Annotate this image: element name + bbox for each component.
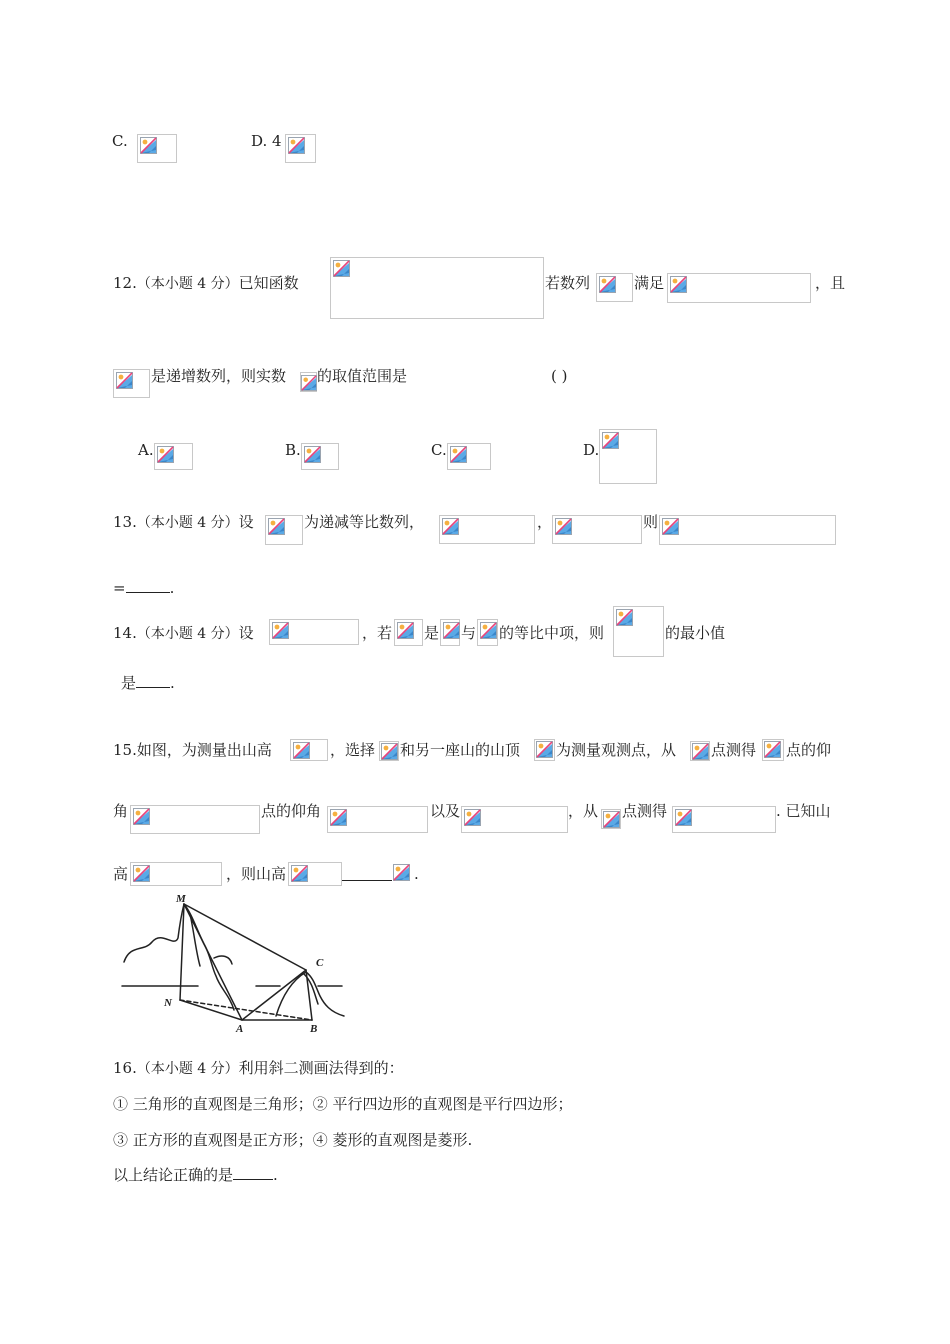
q12-answer-paren: ( ) — [551, 367, 568, 385]
q15-angle-image — [461, 806, 568, 833]
line-ma — [184, 904, 242, 1020]
broken-image-icon — [602, 432, 619, 449]
q13-text: 则 — [643, 513, 659, 531]
q15-height-image — [288, 862, 342, 886]
q15-text: . — [414, 865, 419, 883]
q15-text: 点测得 — [711, 741, 757, 759]
q14-expression-image — [613, 606, 664, 657]
mountain-detail — [190, 914, 200, 966]
q12-text: ，且 — [815, 274, 846, 292]
q14-text: ，若 — [362, 624, 393, 642]
q16-statement-line: ① 三角形的直观图是三角形；② 平行四边形的直观图是平行四边形； — [113, 1095, 573, 1113]
q13-expression-image — [659, 515, 836, 545]
q12-condition-image — [667, 273, 811, 303]
mountain-figure — [118, 892, 352, 1038]
broken-image-icon — [140, 137, 157, 154]
q12-function-image — [330, 257, 544, 319]
q13-sequence-image — [265, 515, 303, 545]
q15-unit-image — [392, 863, 414, 885]
broken-image-icon — [133, 808, 150, 825]
broken-image-icon — [291, 865, 308, 882]
broken-image-icon — [293, 742, 310, 759]
broken-image-icon — [599, 276, 616, 293]
q15-text: 和另一座山的山顶 — [400, 741, 521, 759]
broken-image-icon — [670, 276, 687, 293]
q14-text: 与 — [461, 624, 477, 642]
q12-option-a-image — [154, 443, 193, 470]
broken-image-icon — [536, 741, 553, 758]
q13-heading: 13.（本小题 4 分）设 — [113, 513, 254, 531]
q12-text: 的取值范围是 — [317, 367, 408, 385]
q15-angle-image — [130, 805, 260, 834]
q12-sequence-image — [596, 273, 633, 302]
q15-text: . 已知山 — [776, 802, 831, 820]
q13-condition-image — [439, 515, 535, 544]
q15-text: 点的仰角 — [261, 802, 322, 820]
q15-text: 角 — [113, 802, 129, 820]
q15-point-image — [379, 741, 399, 761]
q15-text: 高 — [113, 865, 129, 883]
q15-heading: 15.如图，为测量出山高 — [113, 741, 272, 759]
broken-image-icon — [288, 137, 305, 154]
broken-image-icon — [330, 809, 347, 826]
line-ac — [242, 970, 306, 1020]
broken-image-icon — [675, 809, 692, 826]
option-c-formula-image — [137, 134, 177, 163]
broken-image-icon — [443, 622, 460, 639]
q15-text: ，从 — [568, 802, 599, 820]
q15-text: 点测得 — [622, 802, 668, 820]
q14-answer-line: 是 . — [121, 674, 175, 692]
broken-image-icon — [397, 622, 414, 639]
broken-image-icon — [603, 811, 620, 828]
broken-image-icon — [381, 743, 398, 760]
q15-height-value-image — [130, 862, 222, 886]
q15-point-image — [534, 739, 555, 761]
q14-variable-image — [477, 619, 498, 646]
line-mc — [184, 904, 306, 970]
label-a: A — [236, 1023, 244, 1035]
q14-variable-image — [440, 619, 460, 646]
q14-condition-image — [269, 619, 359, 645]
broken-image-icon — [333, 260, 350, 277]
q16-heading: 16.（本小题 4 分）利用斜二测画法得到的： — [113, 1059, 404, 1077]
q12-option-d-label: D. — [583, 441, 600, 459]
broken-image-icon — [480, 622, 497, 639]
label-b: B — [310, 1023, 318, 1035]
q16-statement-line: ③ 正方形的直观图是正方形；④ 菱形的直观图是菱形. — [113, 1131, 473, 1149]
q15-angle-image — [327, 806, 428, 833]
q13-answer-line: = . — [113, 579, 175, 597]
q12-variable-image — [300, 372, 317, 392]
q12-option-c-label: C. — [431, 441, 447, 459]
q15-point-image — [762, 739, 784, 761]
answer-blank[interactable] — [126, 578, 170, 593]
q12-option-b-label: B. — [285, 441, 301, 459]
broken-image-icon — [464, 809, 481, 826]
answer-blank[interactable] — [136, 673, 170, 688]
q12-sequence-image — [113, 369, 150, 398]
left-mountain-outline — [124, 904, 184, 962]
broken-image-icon — [133, 865, 150, 882]
broken-image-icon — [268, 518, 285, 535]
q15-height-image — [290, 739, 328, 761]
broken-image-icon — [157, 446, 174, 463]
q14-text: 的最小值 — [665, 624, 726, 642]
q14-heading: 14.（本小题 4 分）设 — [113, 624, 254, 642]
label-m: M — [176, 893, 186, 905]
broken-image-icon — [393, 864, 410, 881]
q16-answer-line: 以上结论正确的是 . — [113, 1166, 278, 1184]
broken-image-icon — [555, 518, 572, 535]
q13-text: ， — [537, 513, 553, 531]
q15-point-image — [690, 741, 710, 761]
q15-text: ，选择 — [330, 741, 376, 759]
q15-text: ，则山高 — [226, 865, 287, 883]
q12-option-d-image — [599, 429, 657, 484]
q12-option-b-image — [301, 443, 339, 470]
q12-text: 是递增数列，则实数 — [151, 367, 287, 385]
q12-heading: 12.（本小题 4 分）已知函数 — [113, 274, 299, 292]
q15-angle-image — [672, 806, 776, 833]
answer-blank[interactable] — [342, 866, 392, 881]
option-d-formula-image — [285, 134, 316, 163]
label-c: C — [316, 957, 324, 969]
option-c-label: C. — [112, 132, 128, 150]
q13-text: 为递减等比数列， — [304, 513, 425, 531]
q14-text: 是 — [424, 624, 440, 642]
broken-image-icon — [272, 622, 289, 639]
mountain-detail — [214, 956, 232, 964]
broken-image-icon — [304, 446, 321, 463]
q12-text: 若数列 — [545, 274, 591, 292]
q15-text: 为测量观测点，从 — [556, 741, 677, 759]
q13-condition-image — [552, 515, 642, 544]
broken-image-icon — [116, 372, 133, 389]
q15-text: 以及 — [430, 802, 461, 820]
answer-blank[interactable] — [233, 1165, 273, 1180]
broken-image-icon — [764, 741, 781, 758]
label-n: N — [164, 997, 172, 1009]
option-d-label: D. 4 — [251, 132, 282, 150]
q15-point-image — [601, 809, 621, 829]
broken-image-icon — [616, 609, 633, 626]
q14-text: 的等比中项，则 — [499, 624, 605, 642]
q12-option-c-image — [447, 443, 491, 470]
q15-text: 点的仰 — [786, 741, 832, 759]
broken-image-icon — [662, 518, 679, 535]
broken-image-icon — [450, 446, 467, 463]
q12-text: 满足 — [634, 274, 665, 292]
q12-option-a-label: A. — [138, 441, 154, 459]
broken-image-icon — [301, 375, 317, 391]
broken-image-icon — [692, 743, 709, 760]
q14-variable-image — [394, 619, 423, 646]
broken-image-icon — [442, 518, 459, 535]
